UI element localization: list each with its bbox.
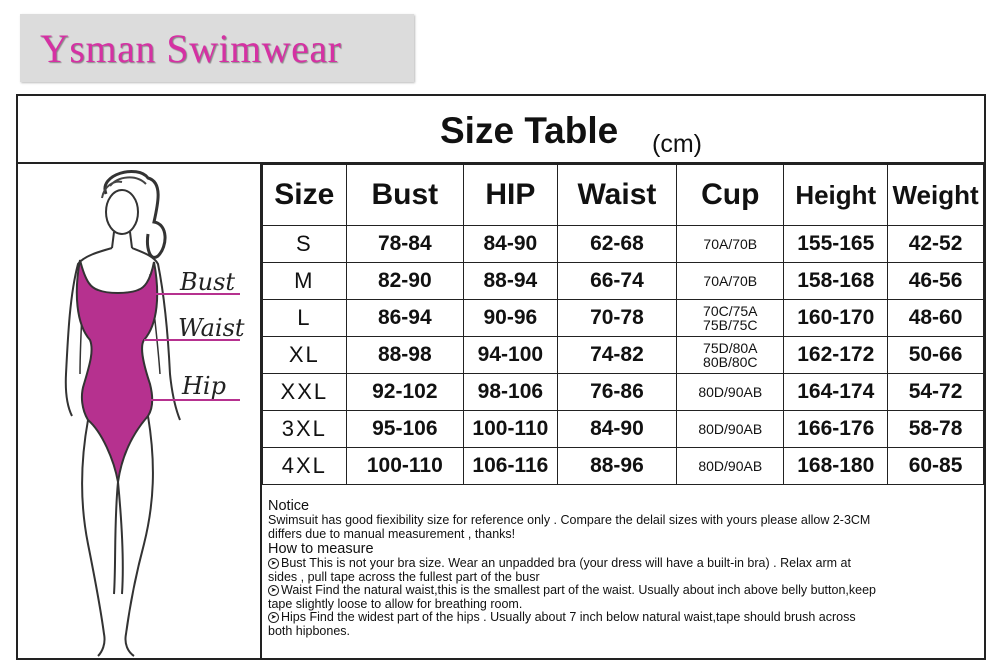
table-row (263, 411, 984, 448)
cell-bust: 86-94 (346, 300, 463, 337)
cell-height: 160-170 (784, 300, 888, 337)
bullet-icon: ➤ (268, 612, 279, 623)
size-table (262, 164, 984, 485)
bullet-icon: ➤ (268, 558, 279, 569)
header-weight: Weight (888, 165, 984, 226)
table-row (263, 263, 984, 300)
cell-weight: 58-78 (888, 411, 984, 448)
hips-instruction-1: Hips Find the widest part of the hips . Usually about 7 inch below natural waist,tape should brush across (281, 610, 856, 624)
cell-size: XL (263, 337, 347, 374)
cell-size: S (263, 226, 347, 263)
bust-instruction-1: Bust This is not your bra size. Wear an unpadded bra (your dress will have a built-in bra) . Relax arm at (281, 556, 851, 570)
cell-cup: 70A/70B (677, 263, 784, 300)
body-figure (18, 164, 262, 660)
cell-size: L (263, 300, 347, 337)
table-row (263, 300, 984, 337)
cell-bust: 95-106 (346, 411, 463, 448)
cell-size: 3XL (263, 411, 347, 448)
cell-hip: 88-94 (464, 263, 558, 300)
header-size: Size (263, 165, 347, 226)
cell-cup: 70A/70B (677, 226, 784, 263)
cell-bust: 88-98 (346, 337, 463, 374)
cell-bust: 82-90 (346, 263, 463, 300)
header-bust: Bust (346, 165, 463, 226)
notice-text-2: differs due to manual measurement , thanks! (268, 526, 516, 541)
header-height: Height (784, 165, 888, 226)
cell-waist: 88-96 (557, 448, 676, 485)
cell-size: M (263, 263, 347, 300)
label-waist: Waist (178, 314, 245, 342)
cell-weight: 48-60 (888, 300, 984, 337)
notice-title: Notice (268, 498, 310, 514)
cell-height: 162-172 (784, 337, 888, 374)
brand-name: Ysman Swimwear (40, 26, 342, 71)
cell-hip: 100-110 (464, 411, 558, 448)
cell-waist: 76-86 (557, 374, 676, 411)
table-row (263, 374, 984, 411)
cell-height: 158-168 (784, 263, 888, 300)
waist-instruction-2: tape slightly loose to allow for breathing room. (268, 596, 523, 611)
cell-cup: 80D/90AB (677, 448, 784, 485)
table-header-row (263, 165, 984, 226)
label-hip: Hip (182, 372, 226, 400)
hips-instruction-2: both hipbones. (268, 623, 351, 638)
cell-height: 155-165 (784, 226, 888, 263)
notice-text-1: Swimsuit has good fiexibility size for reference only . Compare the delail sizes with yours please allow 2-3CM (268, 513, 871, 527)
cell-hip: 90-96 (464, 300, 558, 337)
brand-banner (20, 14, 414, 82)
cell-cup: 80D/90AB (677, 411, 784, 448)
size-chart-frame (16, 94, 986, 660)
cell-waist: 66-74 (557, 263, 676, 300)
cell-height: 166-176 (784, 411, 888, 448)
cell-hip: 84-90 (464, 226, 558, 263)
body-illustration (18, 164, 258, 658)
cell-weight: 54-72 (888, 374, 984, 411)
cell-weight: 50-66 (888, 337, 984, 374)
head-shape (106, 190, 138, 234)
table-row (263, 337, 984, 374)
title-unit: (cm) (652, 130, 702, 158)
header-hip: HIP (464, 165, 558, 226)
bullet-icon: ➤ (268, 585, 279, 596)
cell-bust: 100-110 (346, 448, 463, 485)
cell-weight: 46-56 (888, 263, 984, 300)
cell-size: XXL (263, 374, 347, 411)
cell-height: 164-174 (784, 374, 888, 411)
cell-weight: 60-85 (888, 448, 984, 485)
title-row (18, 96, 984, 164)
label-bust: Bust (180, 268, 236, 296)
cell-hip: 98-106 (464, 374, 558, 411)
table-row (263, 448, 984, 485)
cell-waist: 84-90 (557, 411, 676, 448)
cell-height: 168-180 (784, 448, 888, 485)
cell-cup: 70C/75A 75B/75C (677, 300, 784, 337)
page-title: Size Table (440, 110, 619, 151)
bust-instruction-2: sides , pull tape across the fullest part of the busr (268, 569, 540, 584)
notes-section (268, 498, 983, 638)
cell-waist: 62-68 (557, 226, 676, 263)
cell-cup: 75D/80A 80B/80C (677, 337, 784, 374)
cell-bust: 92-102 (346, 374, 463, 411)
header-cup: Cup (677, 165, 784, 226)
cell-weight: 42-52 (888, 226, 984, 263)
cell-waist: 74-82 (557, 337, 676, 374)
cell-hip: 94-100 (464, 337, 558, 374)
cell-bust: 78-84 (346, 226, 463, 263)
how-to-measure-title: How to measure (268, 541, 374, 557)
cell-cup: 80D/90AB (677, 374, 784, 411)
cell-size: 4XL (263, 448, 347, 485)
waist-instruction-1: Waist Find the natural waist,this is the smallest part of the waist. Usually about inch above belly button,keep (281, 583, 876, 597)
table-row (263, 226, 984, 263)
cell-waist: 70-78 (557, 300, 676, 337)
header-waist: Waist (557, 165, 676, 226)
cell-hip: 106-116 (464, 448, 558, 485)
swimsuit-shape (77, 260, 157, 482)
